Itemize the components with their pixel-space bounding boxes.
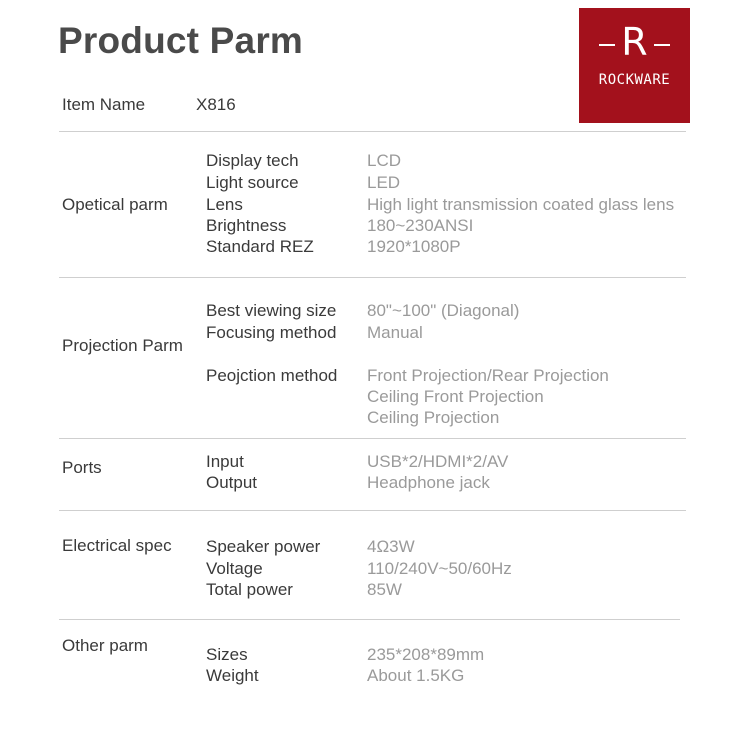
spec-value: 235*208*89mm [367,645,485,664]
spec-value: Manual [367,323,423,342]
spec-value: Ceiling Front Projection [367,387,544,406]
divider [59,438,686,439]
spec-value: 85W [367,580,402,599]
item-name-label: Item Name [62,95,146,114]
logo-mark: R [621,20,648,64]
spec-key: Speaker power [206,537,321,556]
divider [59,131,686,132]
spec-value: About 1.5KG [367,666,465,685]
section-label-other: Other parm [62,636,148,655]
spec-key: Voltage [206,559,263,578]
spec-key: Focusing method [206,323,337,342]
section-label-electrical: Electrical spec [62,536,172,555]
spec-value: Headphone jack [367,473,490,492]
spec-value: 180~230ANSI [367,216,474,235]
section-label-optical: Opetical parm [62,195,168,214]
logo-dash-right [654,44,670,46]
divider [59,277,686,278]
spec-key: Lens [206,195,243,214]
spec-value: LED [367,173,401,192]
brand-logo [579,8,690,123]
spec-value: LCD [367,151,402,170]
spec-value: 1920*1080P [367,237,461,256]
section-label-projection: Projection Parm [62,336,183,355]
spec-key: Sizes [206,645,248,664]
spec-key: Display tech [206,151,299,170]
section-label-ports: Ports [62,458,102,477]
spec-key: Total power [206,580,293,599]
logo-brand-text: ROCKWARE [598,72,671,88]
spec-key: Input [206,452,244,471]
spec-value: High light transmission coated glass lens [367,195,675,214]
spec-value: 80"~100" (Diagonal) [367,301,520,320]
spec-key: Output [206,473,258,492]
spec-key: Peojction method [206,366,338,385]
spec-value: Ceiling Projection [367,408,500,427]
spec-value: Front Projection/Rear Projection [367,366,609,385]
page-title: Product Parm [58,20,304,61]
spec-key: Best viewing size [206,301,337,320]
spec-value: 4Ω3W [367,537,415,556]
divider [59,619,680,620]
spec-key: Light source [206,173,299,192]
spec-key: Weight [206,666,259,685]
divider [59,510,686,511]
spec-value: USB*2/HDMI*2/AV [367,452,509,471]
spec-key: Standard REZ [206,237,314,256]
item-name-value: X816 [196,95,236,114]
spec-key: Brightness [206,216,287,235]
spec-value: 110/240V~50/60Hz [367,559,512,578]
